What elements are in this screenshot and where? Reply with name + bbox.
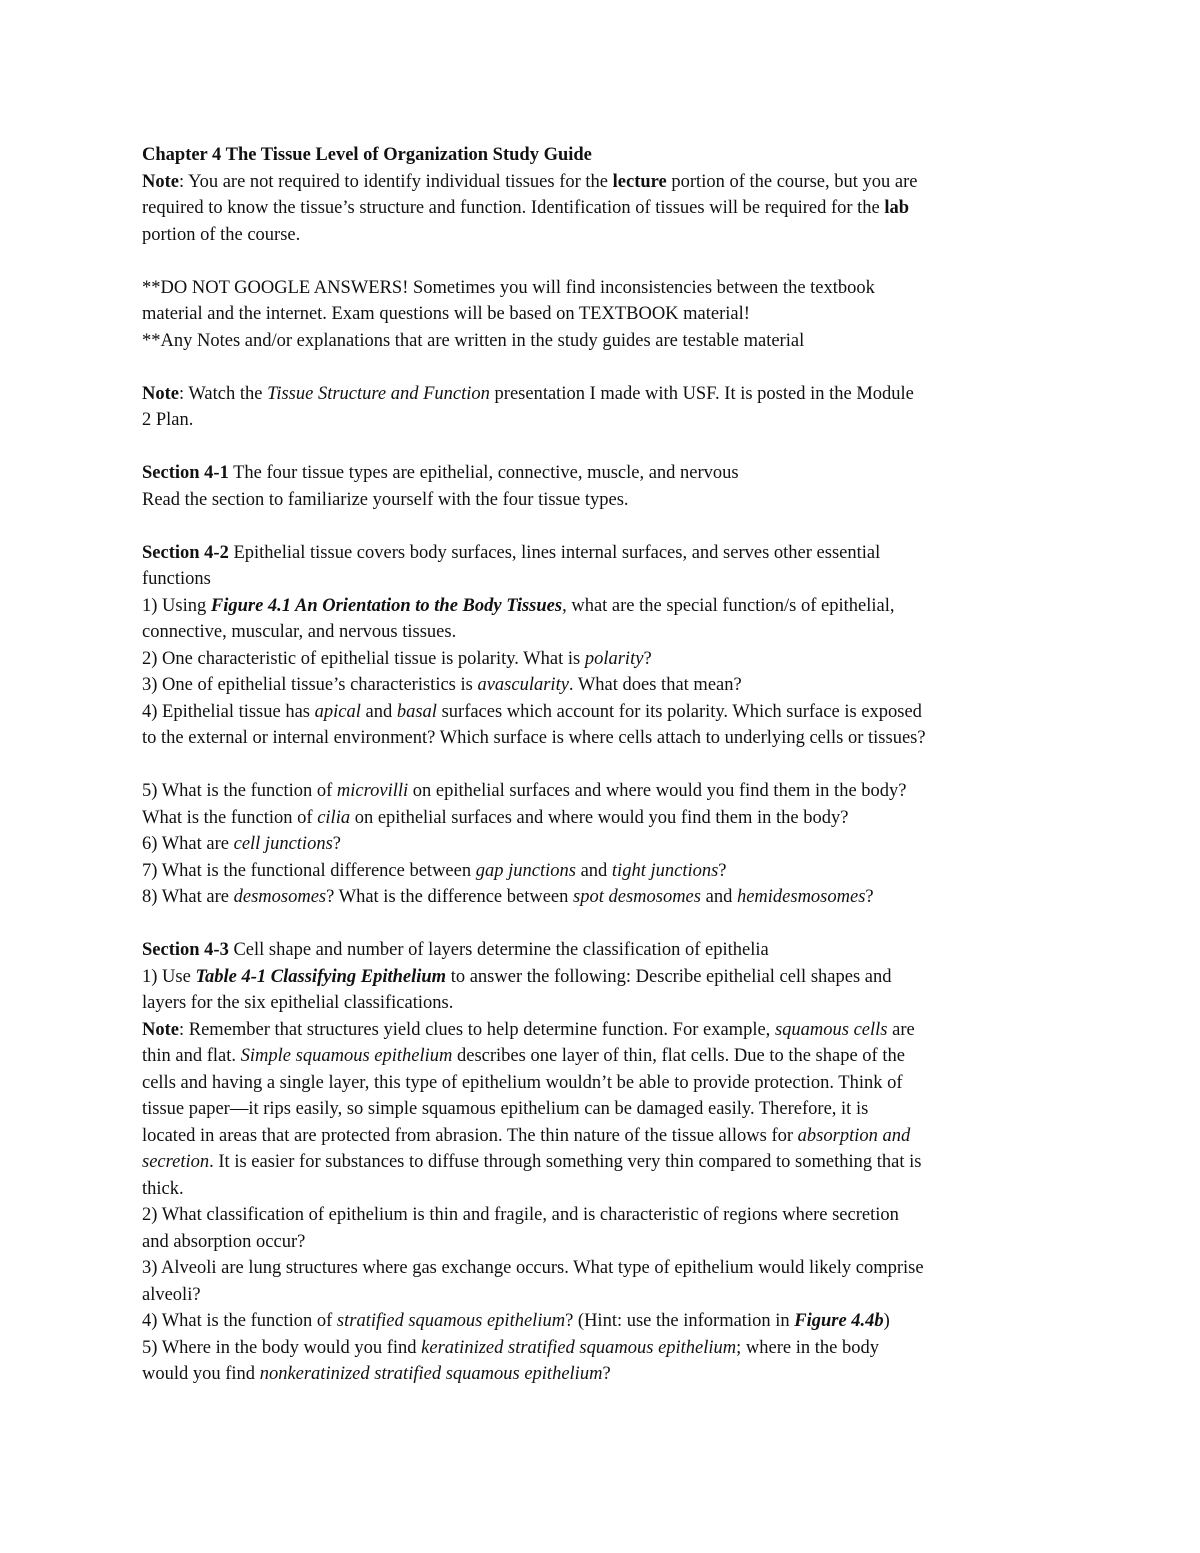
s3-question-1: 1) Use Table 4-1 Classifying Epithelium to answer the following: Describe epithelial cell shapes and [142,966,892,987]
s2-question-4: 4) Epithelial tissue has apical and basal surfaces which account for its polarity. Which surface is exposed [142,701,922,722]
s3-question-4: 4) What is the function of stratified squamous epithelium? (Hint: use the information in Figure 4.4b) [142,1311,890,1331]
s3-note-line-5: located in areas that are protected from abrasion. The thin nature of the tissue allows for absorption and [142,1125,911,1146]
s2-question-4-cont: to the external or internal environment? Which surface is where cells attach to underlying cells or tissues? [142,728,926,748]
s3-note-line-6: secretion. It is easier for substances to diffuse through something very thin compared to something that is [142,1152,922,1172]
section-4-2-heading: Section 4-2 Epithelial tissue covers body surfaces, lines internal surfaces, and serves other essential [142,542,881,563]
note-presentation-line-1: Note: Watch the Tissue Structure and Function presentation I made with USF. It is posted in the Module [142,383,914,404]
spacer [142,513,1067,540]
spacer [142,752,1067,779]
section-4-1-text: Read the section to familiarize yourself with the four tissue types. [142,489,629,510]
intro-line-2: required to know the tissue’s structure and function. Identification of tissues will be required for the lab [142,198,910,218]
s3-note-line-3: cells and having a single layer, this type of epithelium wouldn’t be able to provide protection. Think of [142,1072,903,1093]
intro-line-1: Note: You are not required to identify individual tissues for the lecture portion of the course, but you are [142,171,918,192]
s3-question-5: 5) Where in the body would you find keratinized stratified squamous epithelium; where in the body [142,1337,879,1358]
s3-question-5-cont: would you find nonkeratinized stratified squamous epithelium? [142,1364,611,1384]
s3-note-line-2: thin and flat. Simple squamous epithelium describes one layer of thin, flat cells. Due to the shape of the [142,1046,905,1066]
document-body [142,142,1067,1388]
s2-question-7: 7) What is the functional difference between gap junctions and tight junctions? [142,860,727,881]
s2-question-3: 3) One of epithelial tissue’s characteristics is avascularity. What does that mean? [142,675,742,695]
s2-question-8: 8) What are desmosomes? What is the difference between spot desmosomes and hemidesmosomes? [142,887,874,907]
s3-question-2: 2) What classification of epithelium is thin and fragile, and is characteristic of regions where secretion [142,1205,899,1225]
spacer [142,354,1067,381]
section-4-3-heading: Section 4-3 Cell shape and number of layers determine the classification of epithelia [142,940,769,960]
s2-question-5: 5) What is the function of microvilli on epithelial surfaces and where would you find them in the body? [142,781,907,801]
note-presentation-line-2: 2 Plan. [142,410,194,430]
section-4-1-heading: Section 4-1 The four tissue types are epithelial, connective, muscle, and nervous [142,463,739,483]
s3-question-3-cont: alveoli? [142,1284,201,1305]
intro-line-3: portion of the course. [142,224,301,245]
s2-question-2: 2) One characteristic of epithelial tissue is polarity. What is polarity? [142,648,652,669]
warning-line-3: **Any Notes and/or explanations that are written in the study guides are testable material [142,330,805,351]
spacer [142,248,1067,275]
spacer [142,911,1067,938]
s2-question-1-cont: connective, muscular, and nervous tissues. [142,622,457,642]
s3-question-3: 3) Alveoli are lung structures where gas exchange occurs. What type of epithelium would likely comprise [142,1258,924,1278]
s2-question-5-cont: What is the function of cilia on epithelial surfaces and where would you find them in the body? [142,807,849,828]
s3-note-line-1: Note: Remember that structures yield clues to help determine function. For example, squamous cells are [142,1019,915,1040]
warning-line-2: material and the internet. Exam questions will be based on TEXTBOOK material! [142,304,750,324]
s3-note-line-4: tissue paper—it rips easily, so simple squamous epithelium can be damaged easily. Therefore, it is [142,1099,869,1119]
s2-question-1: 1) Using Figure 4.1 An Orientation to the Body Tissues, what are the special function/s of epithelial, [142,595,895,616]
spacer [142,434,1067,461]
warning-line-1: **DO NOT GOOGLE ANSWERS! Sometimes you will find inconsistencies between the textbook [142,277,875,298]
s3-question-2-cont: and absorption occur? [142,1231,306,1252]
section-4-2-heading-cont: functions [142,569,211,589]
s2-question-6: 6) What are cell junctions? [142,834,341,854]
s3-note-line-7: thick. [142,1178,184,1199]
s3-question-1-cont: layers for the six epithelial classifications. [142,993,454,1013]
page-title: Chapter 4 The Tissue Level of Organization Study Guide [142,145,592,165]
